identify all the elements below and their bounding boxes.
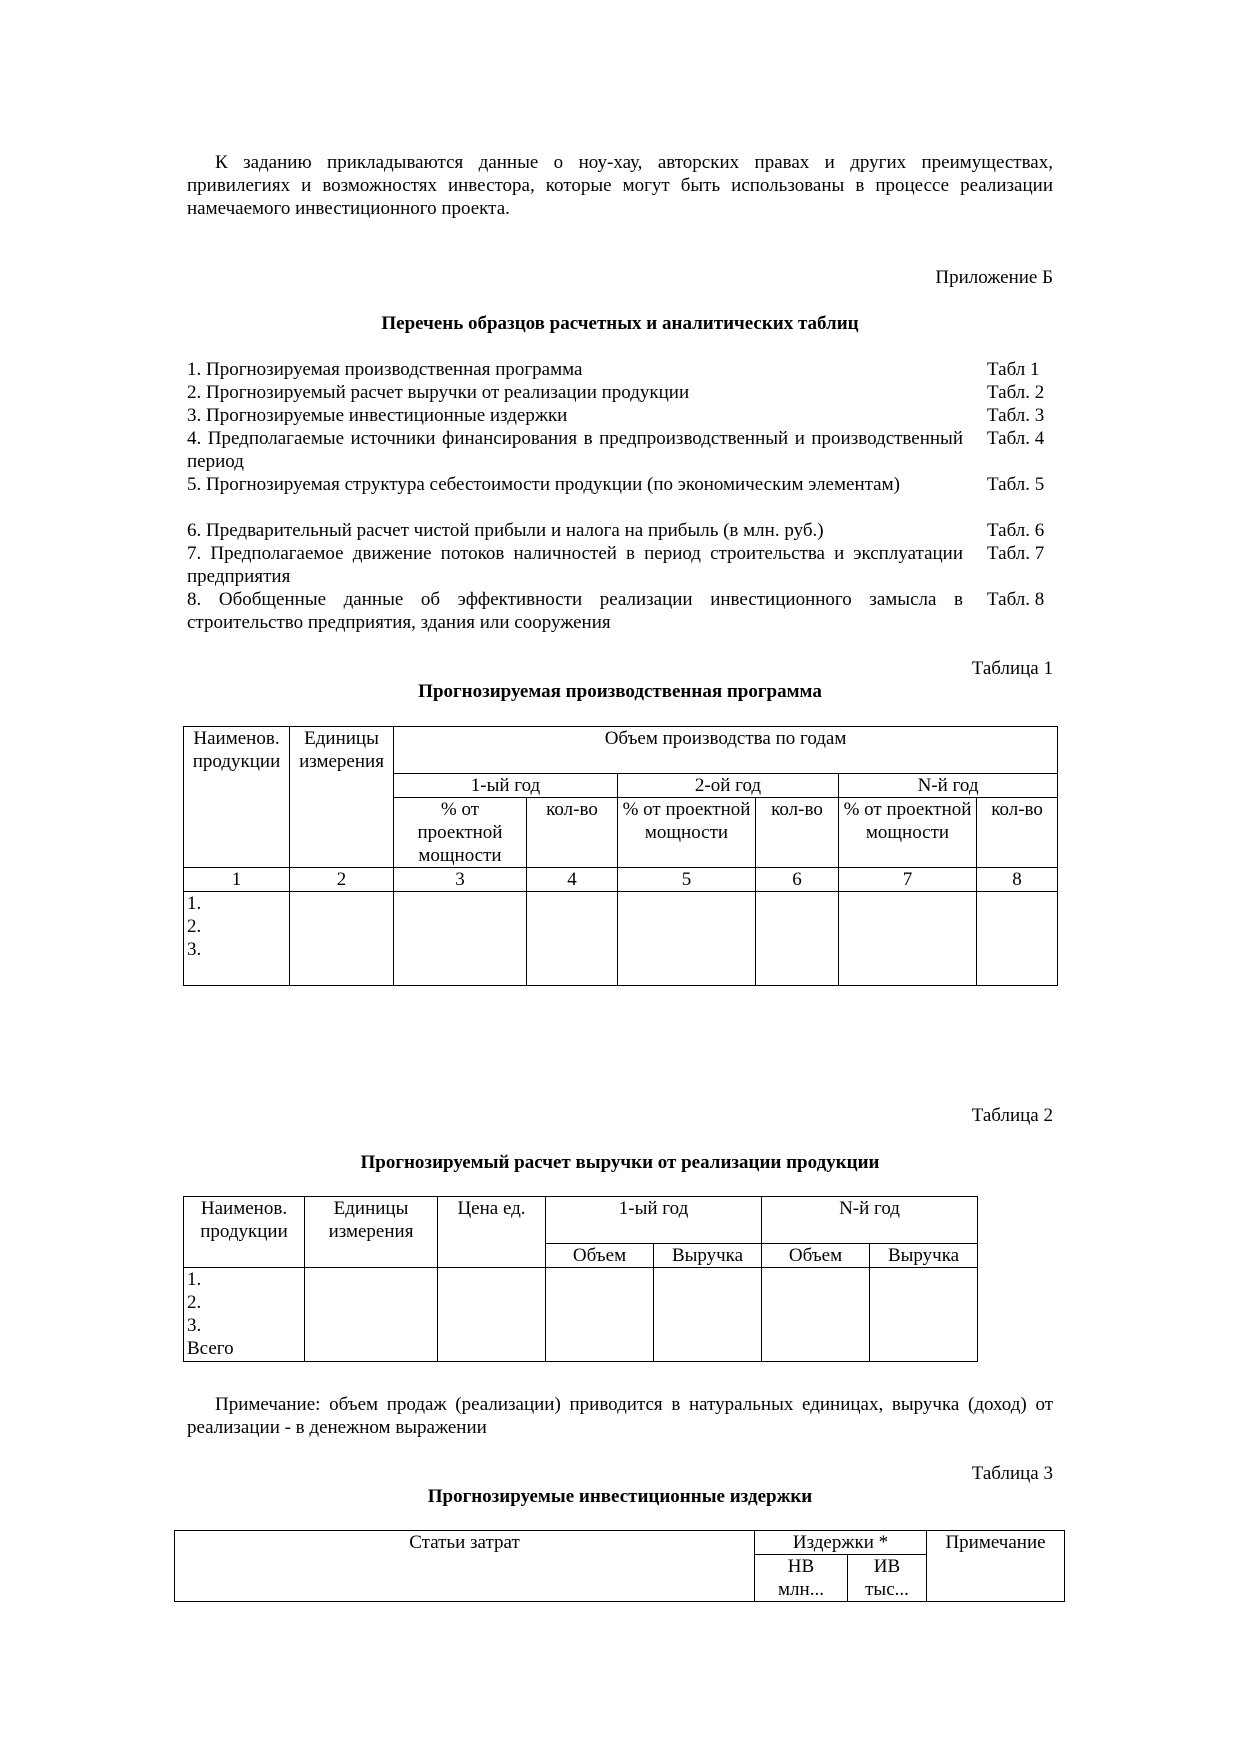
table2-label: Таблица 2 (971, 1105, 1053, 1126)
column-number: 1 (184, 868, 290, 892)
toc-item-table-ref: Табл. 8 (987, 589, 1045, 610)
column-number: 4 (527, 868, 618, 892)
intro-paragraph: К заданию прикладываются данные о ноу-хау, авторских правах и других преимуществах, привилегиях и возможностях инвестора, которые могут быть использованы в процессе реализации намечаемого инвестиционного проекта. (187, 152, 1053, 219)
header-capacity-pct: % от проектной мощности (394, 798, 527, 868)
header-quantity: кол-во (977, 798, 1058, 868)
appendix-label: Приложение Б (935, 267, 1053, 288)
toc-title: Перечень образцов расчетных и аналитических таблиц (381, 313, 859, 334)
header-year-n: N-й год (762, 1197, 978, 1244)
row-label-total: Всего (187, 1338, 234, 1359)
toc-item-table-ref: Табл. 6 (987, 520, 1045, 541)
empty-cell (756, 892, 839, 986)
toc-item-table-ref: Табл. 3 (987, 405, 1045, 426)
empty-cell (839, 892, 977, 986)
column-number: 7 (839, 868, 977, 892)
toc-item-text: 2. Прогнозируемый расчет выручки от реализации продукции (187, 382, 690, 403)
header-nv-line2: млн... (778, 1579, 824, 1600)
header-nv (755, 1555, 848, 1602)
header-costs: Издержки * (755, 1531, 927, 1555)
header-nv-line1: НВ (787, 1556, 815, 1577)
empty-cell (527, 892, 618, 986)
table-row-labels (184, 892, 290, 986)
header-iv (848, 1555, 927, 1602)
empty-cell (870, 1268, 978, 1362)
column-number: 5 (618, 868, 756, 892)
header-year-1: 1-ый год (394, 774, 618, 798)
header-year-2: 2-ой год (618, 774, 839, 798)
header-iv-line2: тыс... (865, 1579, 909, 1600)
toc-item-text: 5. Прогнозируемая структура себестоимости продукции (по экономическим элементам) (187, 474, 900, 495)
column-number: 8 (977, 868, 1058, 892)
toc-item-text: 1. Прогнозируемая производственная программа (187, 359, 583, 380)
header-unit-price: Цена ед. (438, 1197, 546, 1268)
toc-item-table-ref: Табл. 2 (987, 382, 1045, 403)
toc-item-table-ref: Табл 1 (987, 359, 1040, 380)
header-revenue: Выручка (870, 1244, 978, 1268)
row-label: 1. (187, 1269, 202, 1290)
empty-cell (546, 1268, 654, 1362)
column-number: 3 (394, 868, 527, 892)
toc-item-table-ref: Табл. 5 (987, 474, 1045, 495)
empty-cell (394, 892, 527, 986)
table3-label: Таблица 3 (971, 1463, 1053, 1484)
header-volume: Объем (762, 1244, 870, 1268)
toc-item-table-ref: Табл. 4 (987, 428, 1045, 449)
empty-cell (618, 892, 756, 986)
empty-cell (977, 892, 1058, 986)
header-quantity: кол-во (527, 798, 618, 868)
header-product-name: Наименов. продукции (184, 727, 290, 868)
header-units: Единицы измерения (290, 727, 394, 868)
table3-title: Прогнозируемые инвестиционные издержки (427, 1486, 813, 1507)
row-label: 2. (187, 916, 202, 937)
header-year-1: 1-ый год (546, 1197, 762, 1244)
toc-item-text: 3. Прогнозируемые инвестиционные издержки (187, 405, 568, 426)
table2-title: Прогнозируемый расчет выручки от реализации продукции (360, 1152, 880, 1173)
row-label: 3. (187, 1315, 202, 1336)
toc-item-text: 6. Предварительный расчет чистой прибыли и налога на прибыль (в млн. руб.) (187, 520, 824, 541)
header-quantity: кол-во (756, 798, 839, 868)
table1-title: Прогнозируемая производственная программа (418, 681, 822, 702)
note-paragraph: Примечание: объем продаж (реализации) приводится в натуральных единицах, выручка (доход) от реализации - в денежном выражении (187, 1394, 1053, 1438)
toc-item-text: 7. Предполагаемое движение потоков наличностей в период строительства и эксплуатации предприятия (187, 543, 963, 587)
row-label: 2. (187, 1292, 202, 1313)
header-capacity-pct: % от проектной мощности (839, 798, 977, 868)
header-production-volume: Объем производства по годам (394, 727, 1058, 774)
table-row-labels (184, 1268, 305, 1362)
toc-item-text: 4. Предполагаемые источники финансирования в предпроизводственный и производственный период (187, 428, 963, 472)
column-number: 6 (756, 868, 839, 892)
toc-item-text: 8. Обобщенные данные об эффективности реализации инвестиционного замысла в строительство предприятия, здания или сооружения (187, 589, 963, 633)
table1-label: Таблица 1 (971, 658, 1053, 679)
empty-cell (654, 1268, 762, 1362)
header-year-n: N-й год (839, 774, 1058, 798)
header-iv-line1: ИВ (873, 1556, 901, 1577)
toc-item-table-ref: Табл. 7 (987, 543, 1045, 564)
empty-cell (438, 1268, 546, 1362)
header-revenue: Выручка (654, 1244, 762, 1268)
empty-cell (290, 892, 394, 986)
investment-costs-table (174, 1530, 1065, 1602)
header-product-name: Наименов. продукции (184, 1197, 305, 1268)
toc-list (187, 358, 1053, 638)
header-capacity-pct: % от проектной мощности (618, 798, 756, 868)
header-units: Единицы измерения (305, 1197, 438, 1268)
header-volume: Объем (546, 1244, 654, 1268)
revenue-table (183, 1196, 978, 1362)
row-label: 3. (187, 939, 202, 960)
header-cost-items: Статьи затрат (175, 1531, 755, 1602)
column-number: 2 (290, 868, 394, 892)
empty-cell (305, 1268, 438, 1362)
production-program-table (183, 726, 1058, 986)
header-note: Примечание (927, 1531, 1065, 1602)
empty-cell (762, 1268, 870, 1362)
row-label: 1. (187, 893, 202, 914)
